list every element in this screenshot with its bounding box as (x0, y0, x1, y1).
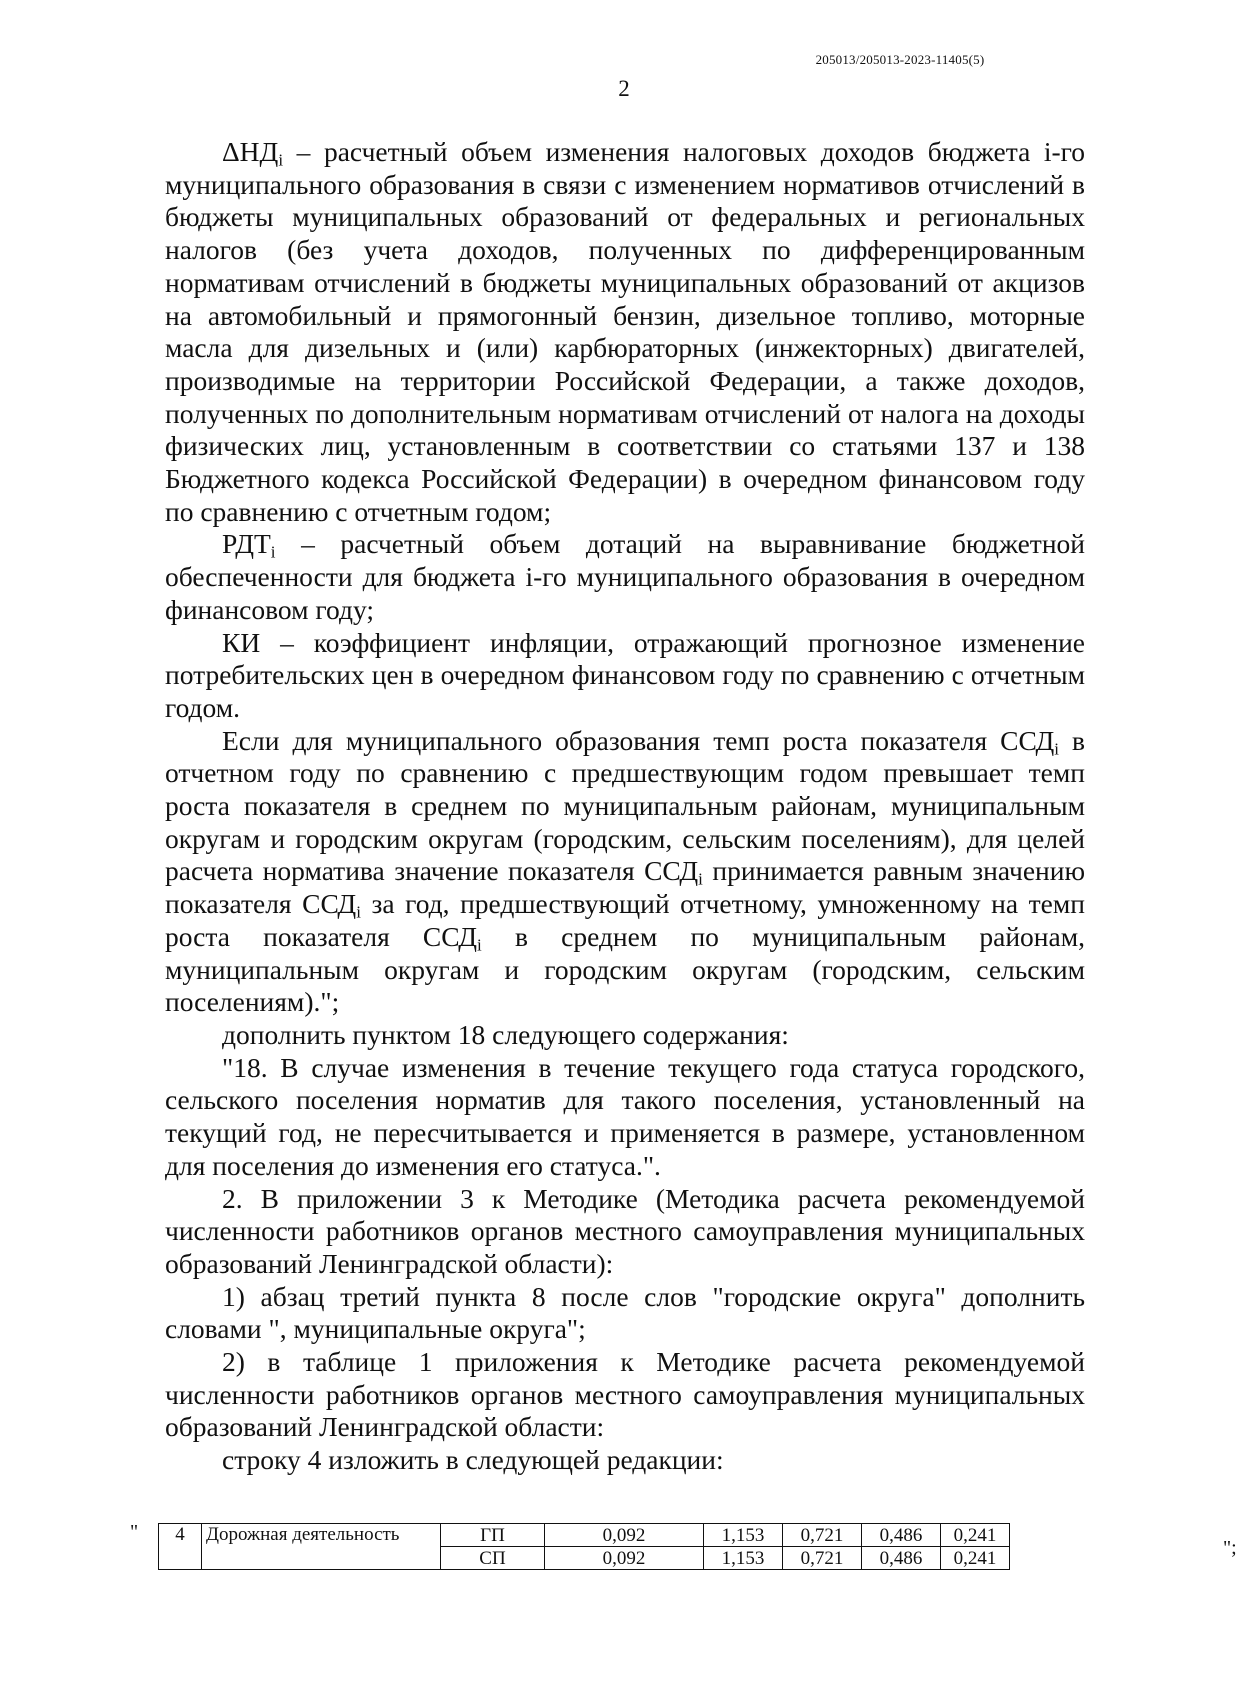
subscript-i: i (698, 869, 703, 889)
subscript-i: i (477, 935, 482, 955)
value-cell: 0,721 (783, 1524, 862, 1547)
page-number: 2 (618, 76, 630, 101)
paragraph-row-4: строку 4 изложить в следующей редакции: (222, 1444, 724, 1476)
paragraph-rdt (165, 528, 1085, 626)
paragraph-text: в отчетном году по сравнению с предшествующим годом превышает темп роста показателя в среднем по муниципальным районам, муниципальным округам и городским округам (городским, сельским поселениям), для целей расчета норматива значение показателя ССД (165, 724, 1085, 887)
paragraph-point-18: "18. В случае изменения в течение текущего года статуса городского, сельского поселения норматив для такого поселения, установленный на текущий год, не пересчитывается и применяется в размере, установленном для поселения до изменения его статуса.". (165, 1051, 1085, 1181)
paragraph-appendix-3: 2. В приложении 3 к Методике (Методика расчета рекомендуемой численности работников органов местного самоуправления муниципальных образований Ленинградской области): (165, 1182, 1085, 1279)
paragraph-text: за год, предшествующий отчетному, умноженному на темп роста показателя ССД (165, 888, 1085, 952)
row-name-cell: Дорожная деятельность (202, 1524, 441, 1570)
symbol-delta-nd: ΔНД (222, 136, 279, 167)
value-cell: 0,241 (941, 1547, 1010, 1570)
type-cell: СП (441, 1547, 545, 1570)
value-cell: 0,486 (862, 1547, 941, 1570)
subscript-i: i (356, 902, 361, 922)
subscript-i: i (1054, 738, 1059, 758)
value-cell: 1,153 (704, 1547, 783, 1570)
paragraph-text: в среднем по муниципальным районам, муниципальным округам и городским округам (городским, сельским поселениям)."; (165, 920, 1086, 1018)
document-id: 205013/205013-2023-11405(5) (815, 52, 985, 67)
paragraph-text: Если для муниципального образования темп роста показателя ССД (222, 724, 1055, 756)
subscript-i: i (278, 150, 284, 170)
paragraph-add-point-18: дополнить пунктом 18 следующего содержания: (222, 1018, 789, 1050)
close-quote: "; (1223, 1537, 1237, 1559)
paragraph-text: – расчетный объем дотаций на выравнивание бюджетной обеспеченности для бюджета i-го муниципального образования в очередном финансовом году; (165, 528, 1085, 625)
paragraph-text: – расчетный объем изменения налоговых доходов бюджета i-го муниципального образования в связи с изменением нормативов отчислений в бюджеты муниципальных образований от федеральных и региональных налогов (без учета доходов, полученных по дифференцированным нормативам отчислений в бюджеты муниципальных образований от акцизов на автомобильный и прямогонный бензин, дизельное топливо, моторные масла для дизельных и (или) карбюраторных (инжекторных) двигателей, производимые на территории Российской Федерации, а также доходов, полученных по дополнительным нормативам отчислений от налога на доходы физических лиц, установленным в соответствии со статьями 137 и 138 Бюджетного кодекса Российской Федерации) в очередном финансовом году по сравнению с отчетным годом; (165, 136, 1085, 527)
value-cell: 0,092 (545, 1524, 704, 1547)
document-body (165, 136, 1085, 1477)
paragraph-delta-nd (165, 136, 1085, 528)
value-cell: 0,486 (862, 1524, 941, 1547)
value-cell: 0,721 (783, 1547, 862, 1570)
paragraph-ssd (165, 725, 1085, 1019)
paragraph-item-2: 2) в таблице 1 приложения к Методике расчета рекомендуемой численности работников органов местного самоуправления муниципальных образований Ленинградской области: (165, 1346, 1085, 1443)
norms-table (158, 1523, 1010, 1570)
symbol-rdt: РДТ (222, 528, 271, 560)
value-cell: 1,153 (704, 1524, 783, 1547)
paragraph-text: принимается равным значению показателя ССД (165, 855, 1085, 920)
table-row (159, 1524, 1010, 1547)
subscript-i: i (270, 542, 276, 562)
open-quote: " (130, 1521, 139, 1543)
value-cell: 0,092 (545, 1547, 704, 1570)
paragraph-item-1: 1) абзац третий пункта 8 после слов "городские округа" дополнить словами ", муниципальные округа"; (165, 1280, 1085, 1345)
type-cell: ГП (441, 1524, 545, 1547)
row-number-cell: 4 (159, 1524, 202, 1570)
paragraph-ki: КИ – коэффициент инфляции, отражающий прогнозное изменение потребительских цен в очередном финансовом году по сравнению с отчетным годом. (165, 626, 1085, 723)
value-cell: 0,241 (941, 1524, 1010, 1547)
